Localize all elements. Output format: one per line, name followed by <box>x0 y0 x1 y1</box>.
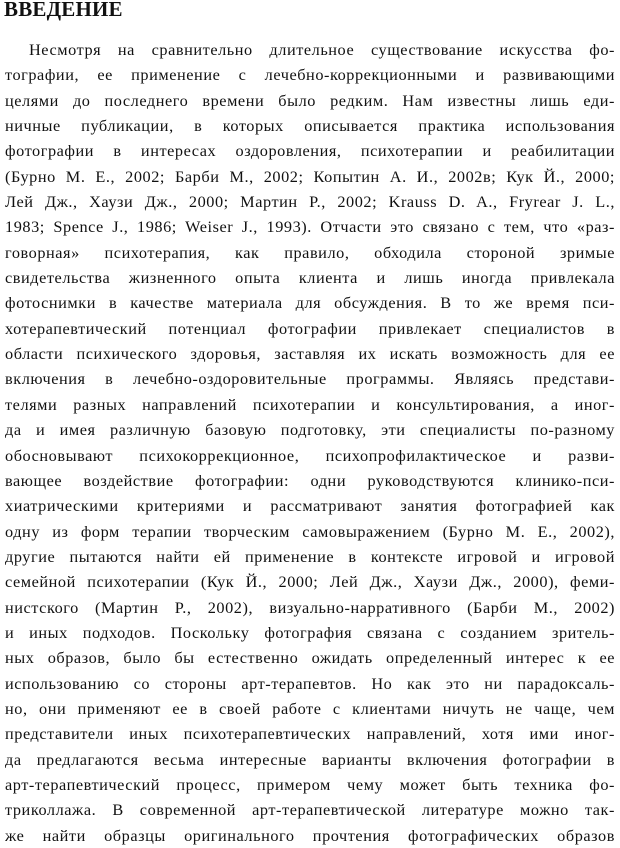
text-line: (Бурно М. Е., 2002; Барби М., 2002; Копытин А. И., 2002в; Кук Й., 2000; <box>5 166 615 186</box>
text-line: да и имея различную базовую подготовку, эти специалисты по-разному <box>5 420 615 440</box>
text-line: ничные публикации, в которых описывается практика использования <box>5 116 615 136</box>
body-paragraph <box>5 37 615 848</box>
text-line: Несмотря на сравнительно длительное существование искусства фо- <box>29 40 615 59</box>
text-line: хотерапевтический потенциал фотографии привлекает специалистов в <box>5 318 615 338</box>
text-line: телями разных направлений психотерапии и консультирования, а иног- <box>5 394 615 414</box>
text-line: и иных подходов. Поскольку фотография связана с созданием зритель- <box>5 622 615 642</box>
text-line: области психического здоровья, заставляя их искать возможность для ее <box>5 344 615 364</box>
text-line: фотоснимки в качестве материала для обсуждения. В то же время пси- <box>5 293 615 313</box>
text-line: да предлагаются весьма интересные варианты включения фотографии в <box>5 749 615 769</box>
text-line: включения в лечебно-оздоровительные программы. Являясь представи- <box>5 369 615 389</box>
text-line: говорная» психотерапия, как правило, обходила стороной зримые <box>5 242 615 262</box>
text-line: использованию со стороны арт-терапевтов. Но как это ни парадоксаль- <box>5 673 615 693</box>
text-line: другие пытаются найти ей применение в контексте игровой и игровой <box>5 546 615 566</box>
text-line: тографии, ее применение с лечебно-коррекционными и развивающими <box>5 65 615 85</box>
text-line: но, они применяют ее в своей работе с клиентами ничуть не чаще, чем <box>5 698 615 718</box>
text-line: свидетельства жизненного опыта клиента и лишь иногда привлекала <box>5 268 615 288</box>
text-line: 1983; Spence J., 1986; Weiser J., 1993). Отчасти это связано с тем, что «раз- <box>5 217 615 237</box>
text-line: фотографии в интересах оздоровления, психотерапии и реабилитации <box>5 141 615 161</box>
text-line: арт-терапевтический процесс, примером чему может быть техника фо- <box>5 774 615 794</box>
text-line: одну из форм терапии творческим самовыражением (Бурно М. Е., 2002), <box>5 521 615 541</box>
text-line: обосновывают психокоррекционное, психопрофилактическое и разви- <box>5 445 615 465</box>
text-line: Лей Дж., Хаузи Дж., 2000; Мартин Р., 2002; Krauss D. A., Fryrear J. L., <box>5 192 615 212</box>
text-line: триколлажа. В современной арт-терапевтической литературе можно так- <box>5 800 615 820</box>
text-line: ных образов, было бы естественно ожидать определенный интерес к ее <box>5 648 615 668</box>
text-line: нистского (Мартин Р., 2002), визуально-нарративного (Барби М., 2002) <box>5 597 615 617</box>
text-line: же найти образцы оригинального прочтения фотографических образов <box>5 825 615 845</box>
section-heading: ВВЕДЕНИЕ <box>4 0 123 21</box>
text-line: вающее воздействие фотографии: одни руководствуются клинико-пси- <box>5 470 615 490</box>
text-line: семейной психотерапии (Кук Й., 2000; Лей Дж., Хаузи Дж., 2000), феми- <box>5 572 615 592</box>
text-line: хиатрическими критериями и рассматривают занятия фотографией как <box>5 496 615 516</box>
text-line: представители иных психотерапевтических направлений, хотя ими иног- <box>5 724 615 744</box>
text-line: целями до последнего времени было редким. Нам известны лишь еди- <box>5 90 615 110</box>
